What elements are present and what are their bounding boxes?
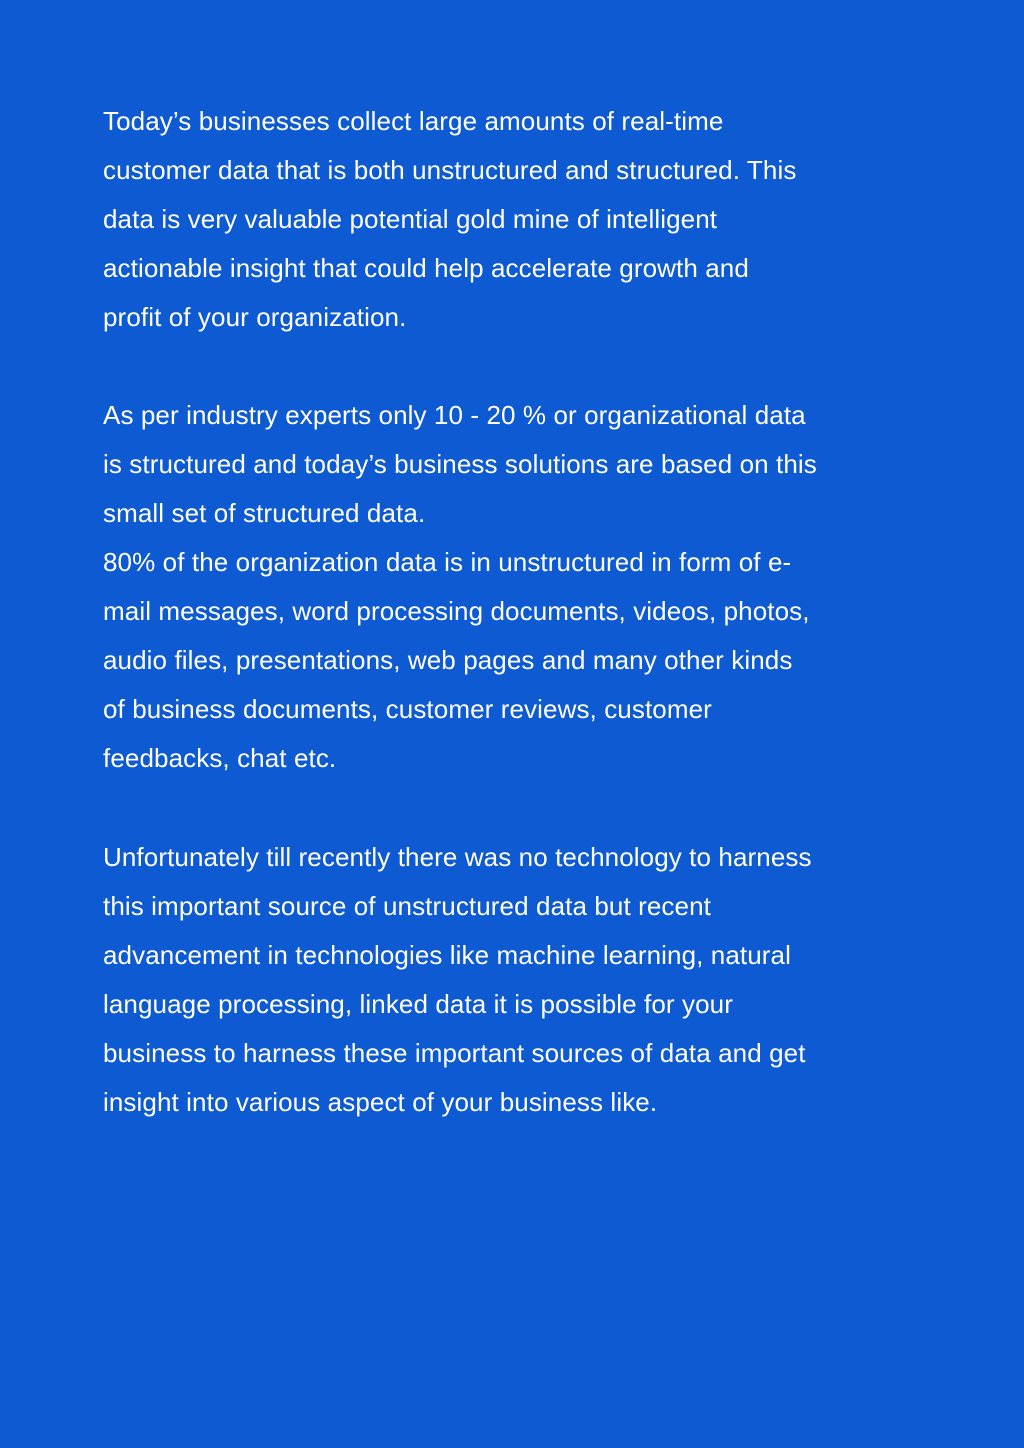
text-line: insight into various aspect of your business like. — [103, 1087, 658, 1117]
text-line: customer data that is both unstructured and structured. This — [103, 155, 797, 185]
text-line: actionable insight that could help accelerate growth and — [103, 253, 749, 283]
text-line: 80% of the organization data is in unstructured in form of e- — [103, 547, 792, 577]
paragraph-intro — [103, 97, 943, 342]
text-line: advancement in technologies like machine learning, natural — [103, 940, 791, 970]
text-line: audio files, presentations, web pages and many other kinds — [103, 645, 793, 675]
paragraph-structured-data — [103, 391, 943, 783]
text-line: this important source of unstructured data but recent — [103, 891, 711, 921]
text-line: business to harness these important sources of data and get — [103, 1038, 806, 1068]
text-line: is structured and today’s business solutions are based on this — [103, 449, 817, 479]
text-line: data is very valuable potential gold mine of intelligent — [103, 204, 718, 234]
text-line: Today’s businesses collect large amounts of real-time — [103, 106, 724, 136]
text-line: mail messages, word processing documents, videos, photos, — [103, 596, 810, 626]
text-line: As per industry experts only 10 - 20 % or organizational data — [103, 400, 806, 430]
text-line: language processing, linked data it is possible for your — [103, 989, 733, 1019]
paragraph-technology — [103, 833, 943, 1127]
text-line: feedbacks, chat etc. — [103, 743, 337, 773]
text-line: of business documents, customer reviews, customer — [103, 694, 712, 724]
text-line: small set of structured data. — [103, 498, 426, 528]
text-line: Unfortunately till recently there was no technology to harness — [103, 842, 812, 872]
text-line: profit of your organization. — [103, 302, 407, 332]
